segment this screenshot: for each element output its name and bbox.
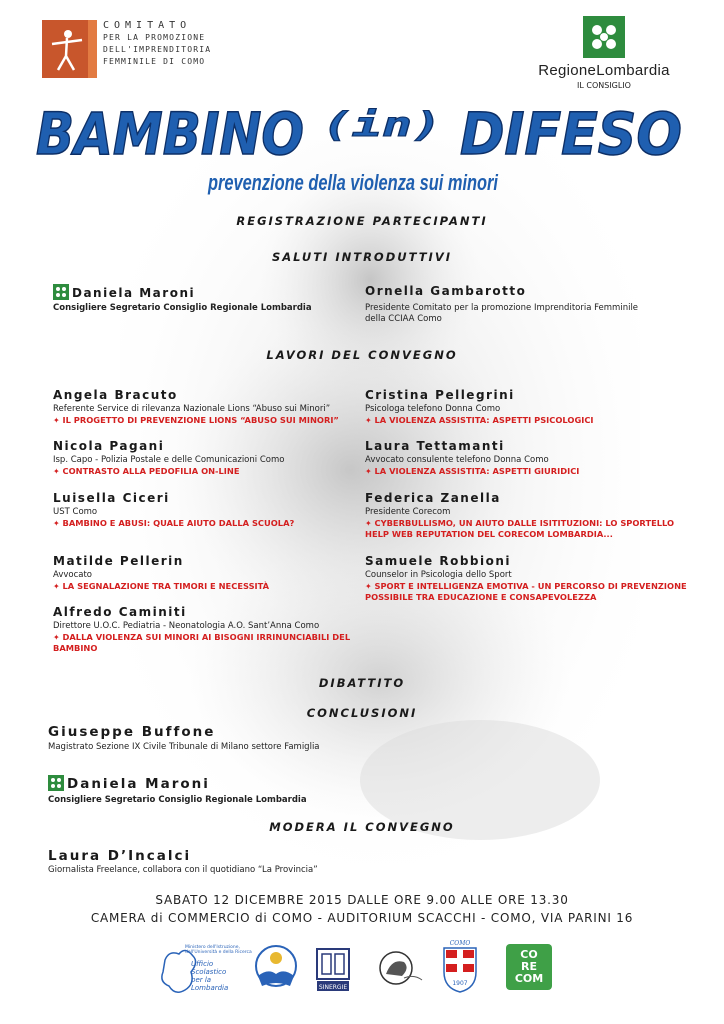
conclusioni-maroni <box>48 775 210 792</box>
comitato-line-4: FEMMINILE DI COMO <box>103 57 206 66</box>
regione-name: RegioneLombardia <box>538 62 670 79</box>
sinergie-logo <box>316 948 350 996</box>
comitato-line-3: DELL'IMPRENDITORIA <box>103 45 212 54</box>
speaker-ciceri-role: UST Como <box>53 507 98 517</box>
figure-icon <box>46 26 88 72</box>
speaker-pagani-name: Nicola Pagani <box>53 439 165 453</box>
speaker-robbioni-name: Samuele Robbioni <box>365 554 512 568</box>
lions-hands-logo <box>250 942 302 998</box>
speaker-ciceri-topic: ✦ BAMBINO E ABUSI: QUALE AIUTO DALLA SCUOLA? <box>53 518 295 528</box>
event-subtitle: prevenzione della violenza sui minori <box>207 170 499 195</box>
saluti-left-role: Consigliere Segretario Consiglio Regionale Lombardia <box>53 303 312 313</box>
speaker-tettamanti-role: Avvocato consulente telefono Donna Como <box>365 455 549 465</box>
speaker-pagani-role: Isp. Capo - Polizia Postale e delle Comunicazioni Como <box>53 455 285 465</box>
saluti-left-name: Daniela Maroni <box>72 286 196 300</box>
comitato-line-2: PER LA PROMOZIONE <box>103 33 206 42</box>
rosa-camuna-icon <box>583 16 625 58</box>
heading-modera: MODERA IL CONVEGNO <box>269 820 455 834</box>
saluti-right-name: Ornella Gambarotto <box>365 284 527 298</box>
regione-clover-icon <box>48 775 64 791</box>
heading-conclusioni: CONCLUSIONI <box>306 706 418 720</box>
speaker-robbioni-role: Counselor in Psicologia dello Sport <box>365 570 512 580</box>
speaker-tettamanti-topic: ✦ LA VIOLENZA ASSISTITA: ASPETTI GIURIDICI <box>365 466 580 476</box>
saluti-right-role-2: della CCIAA Como <box>365 314 442 324</box>
speaker-ciceri-name: Luisella Ciceri <box>53 491 170 505</box>
regione-clover-icon <box>53 284 69 300</box>
comitato-logo <box>42 20 211 78</box>
speaker-zanella-name: Federica Zanella <box>365 491 501 505</box>
heading-registrazione: REGISTRAZIONE PARTECIPANTI <box>236 214 488 228</box>
event-date: SABATO 12 DICEMBRE 2015 DALLE ORE 9.00 ALLE ORE 13.30 <box>155 893 569 907</box>
moderatore-name: Laura D’Incalci <box>48 848 192 864</box>
speaker-caminiti-topic: ✦ DALLA VIOLENZA SUI MINORI AI BISOGNI IRRINUNCIABILI DEL BAMBINO <box>53 632 351 653</box>
event-title <box>30 92 690 202</box>
heading-dibattito: DIBATTITO <box>318 676 406 690</box>
svg-text:Ufficio: Ufficio <box>191 960 214 968</box>
speaker-pellegrini-topic: ✦ LA VIOLENZA ASSISTITA: ASPETTI PSICOLOGICI <box>365 415 594 425</box>
como-comune-logo <box>440 938 480 1000</box>
conclusioni-buffone-role: Magistrato Sezione IX Civile Tribunale di Milano settore Famiglia <box>48 742 320 752</box>
moderatore-role: Giornalista Freelance, collabora con il quotidiano “La Provincia” <box>48 865 318 875</box>
svg-text:1907: 1907 <box>452 980 468 987</box>
svg-text:CO: CO <box>520 948 538 961</box>
title-bambino: BAMBINO <box>36 100 304 168</box>
speaker-tettamanti-name: Laura Tettamanti <box>365 439 505 453</box>
svg-text:Lombardia: Lombardia <box>191 984 229 992</box>
event-venue: CAMERA di COMMERCIO di COMO - AUDITORIUM SCACCHI - COMO, VIA PARINI 16 <box>90 911 634 925</box>
comitato-line-1: COMITATO <box>103 20 192 31</box>
association-logo <box>374 948 426 992</box>
svg-text:RE: RE <box>521 960 537 973</box>
speaker-caminiti-role: Direttore U.O.C. Pediatria - Neonatologia A.O. Sant’Anna Como <box>53 621 320 631</box>
conclusioni-maroni-name: Daniela Maroni <box>67 776 210 792</box>
saluti-speaker-left <box>53 284 195 300</box>
speaker-bracuto-name: Angela Bracuto <box>53 388 178 402</box>
svg-text:dell'Università e della Ricerc: dell'Università e della Ricerca <box>185 950 252 955</box>
comitato-logo-mark <box>42 20 97 78</box>
speaker-pellerin-name: Matilde Pellerin <box>53 554 184 568</box>
speaker-zanella-topic: ✦ CYBERBULLISMO, UN AIUTO DALLE ISITITUZIONI: LO SPORTELLO HELP WEB REPUTATION DEL CORECOM LOMBARDIA... <box>365 518 675 539</box>
svg-text:Scolastico: Scolastico <box>191 968 227 976</box>
svg-text:Ministero dell'Istruzione,: Ministero dell'Istruzione, <box>185 945 240 950</box>
speaker-pellerin-topic: ✦ LA SEGNALAZIONE TRA TIMORI E NECESSITÀ <box>53 581 270 591</box>
speaker-pellegrini-role: Psicologa telefono Donna Como <box>365 404 501 414</box>
ust-lombardia-logo <box>155 942 252 1006</box>
speaker-robbioni-topic: ✦ SPORT E INTELLIGENZA EMOTIVA - UN PERCORSO DI PREVENZIONE POSSIBILE TRA EDUCAZIONE E CONSAPEVOLEZZA <box>365 581 687 602</box>
heading-lavori: LAVORI DEL CONVEGNO <box>266 348 458 362</box>
speaker-bracuto-topic: ✦ IL PROGETTO DI PREVENZIONE LIONS “ABUSO SUI MINORI” <box>53 415 339 425</box>
svg-text:per la: per la <box>191 976 212 984</box>
regione-sub: IL CONSIGLIO <box>577 81 631 90</box>
conclusioni-maroni-role: Consigliere Segretario Consiglio Regionale Lombardia <box>48 795 307 805</box>
corecom-logo <box>506 944 552 994</box>
speaker-zanella-role: Presidente Corecom <box>365 507 451 517</box>
svg-text:COM: COM <box>514 972 544 985</box>
regione-lombardia-logo <box>528 16 680 90</box>
heading-saluti: SALUTI INTRODUTTIVI <box>271 250 453 264</box>
title-difeso: DIFESO <box>460 100 682 168</box>
title-in: (in) <box>322 105 442 145</box>
saluti-right-role-1: Presidente Comitato per la promozione Imprenditoria Femminile <box>365 303 639 313</box>
svg-text:SINERGIE: SINERGIE <box>318 984 348 991</box>
speaker-pagani-topic: ✦ CONTRASTO ALLA PEDOFILIA ON-LINE <box>53 466 240 476</box>
speaker-bracuto-role: Referente Service di rilevanza Nazionale Lions “Abuso sui Minori” <box>53 404 331 414</box>
speaker-pellegrini-name: Cristina Pellegrini <box>365 388 515 402</box>
speaker-caminiti-name: Alfredo Caminiti <box>53 605 187 619</box>
svg-text:COMO: COMO <box>449 940 471 947</box>
conclusioni-buffone-name: Giuseppe Buffone <box>48 724 216 740</box>
speaker-pellerin-role: Avvocato <box>53 570 92 580</box>
